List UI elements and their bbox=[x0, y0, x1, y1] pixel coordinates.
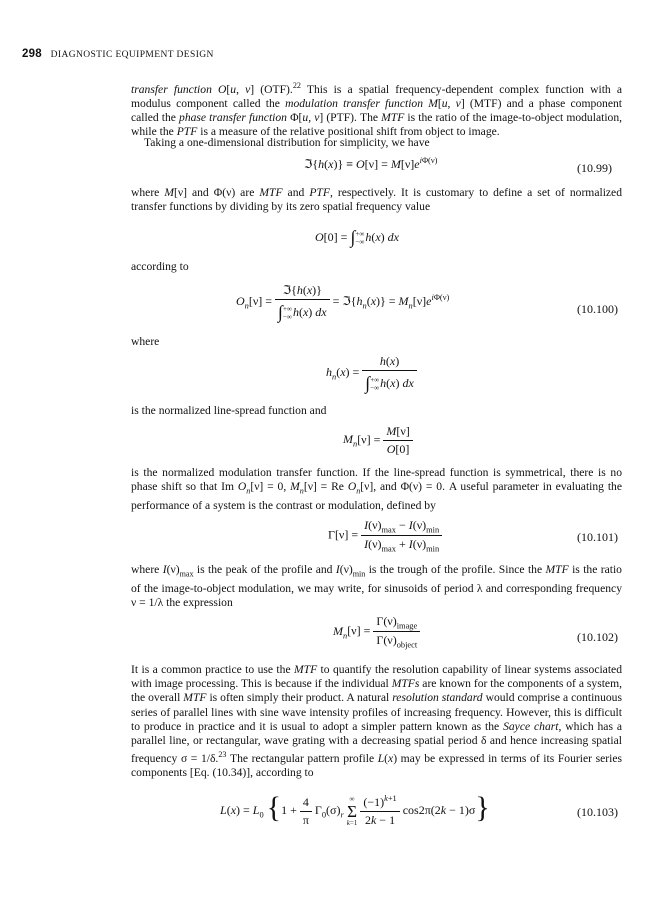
paragraph-where-i: where $I(\nu)_{max}$ is the peak of the profile and $I(\nu)_{min}$ is the trough of the profile. Since the MTF is the ratio of the image-to-object modulation, we may write, for sinusoids of period λ and corresponding frequency ν = 1/λ the expression bbox=[131, 563, 622, 609]
paragraph-otf: transfer function O[u, v] (OTF).$^{22}$ This is a spatial frequency-dependent complex function with a modulus component called the modulation transfer function M[u, v] (MTF) and a phase component called the phase transfer function Φ[u, v] (PTF). The MTF is the ratio of the image-to-object modulation, while the PTF is a measure of the relative positional shift from object to image. bbox=[131, 81, 623, 139]
paragraph-sayce: It is a common practice to use the MTF to quantify the resolution capability of linear systems associated with image processing. This is because if the individual MTFs are known for the components of a system, the overall MTF is often simply their product. A natural resolution standard would comprise a continuous series of parallel lines with sine wave intensity profiles of increasing frequency. However, this is difficult to produce in practice and it is usual to adopt a simpler pattern known as the Sayce chart, which has a parallel line, or rectangular, wave grating with a decreasing spatial period δ and hence increasing spatial frequency σ = 1/δ.$^{23}$ The rectangular pattern profile L(x) may be expressed in terms of its Fourier series components [Eq. (10.34)], according to bbox=[131, 663, 623, 780]
running-header bbox=[22, 48, 214, 60]
paragraph-where-m: where M[ν] and Φ(ν) are MTF and PTF, respectively. It is customary to define a set of normalized transfer functions by dividing by its zero spatial frequency value bbox=[131, 186, 623, 214]
equation-10-102: $M_n[\nu]$ = $\frac{\Gamma(\nu)_{image}}{\Gamma(\nu)_{object}}$ bbox=[333, 614, 420, 650]
equation-10-103: $L(x) = L_0$ {1 + $\frac{4}{\pi}$ $\Gamma_0(\sigma)_r$ ∞ Σ k=1 $\frac{(-1)^{k+1}}{2k - 1}$ cos2π(2k − 1)σ} bbox=[220, 791, 490, 828]
equation-number-10-103: (10.103) bbox=[577, 805, 618, 819]
chapter-title: DIAGNOSTIC EQUIPMENT DESIGN bbox=[50, 50, 214, 60]
equation-number-10-99: (10.99) bbox=[577, 161, 612, 175]
equation-number-10-102: (10.102) bbox=[577, 630, 618, 644]
equation-mn: $M_n[\nu]$ = $\frac{M[\nu]}{O[0]}$ bbox=[343, 424, 413, 457]
equation-number-10-100: (10.100) bbox=[577, 302, 618, 316]
paragraph-according: according to bbox=[131, 260, 189, 273]
equation-hn: $h_n(x)$ = h(x) ∫+∞ −∞h(x) dx bbox=[326, 354, 417, 392]
equation-10-100: $O_n[\nu]$ = ℑ{h(x)} ∫+∞ −∞h(x) dx = $ℑ\{h_n(x)\} = M_n[\nu]e^{i\Phi(\nu)}$ bbox=[236, 283, 450, 322]
paragraph-normalized-lsf: is the normalized line-spread function and bbox=[131, 404, 327, 417]
paragraph-normalized-mtf: is the normalized modulation transfer function. If the line-spread function is symmetrical, there is no phase shift so that Im $O_n[\nu] = 0$, $M_n[\nu] = Re$ $O_n[\nu]$, and Φ(ν) = 0. A useful parameter in evaluating the performance of a system is the contrast or modulation, defined by bbox=[131, 466, 622, 512]
equation-10-101: Γ[ν] = $\frac{I(\nu)_{max} - I(\nu)_{min}}{I(\nu)_{max} + I(\nu)_{min}}$ bbox=[328, 518, 442, 554]
page-number: 298 bbox=[22, 48, 42, 60]
equation-10-99: ℑ{h(x)} ≡ $O[\nu] = M[\nu]e^{i\Phi(\nu)}$ bbox=[304, 156, 438, 171]
paragraph-taking: Taking a one-dimensional distribution for simplicity, we have bbox=[144, 136, 430, 149]
equation-number-10-101: (10.101) bbox=[577, 530, 618, 544]
equation-o-zero: O[0] = ∫+∞ −∞h(x) dx bbox=[315, 227, 399, 247]
paragraph-where: where bbox=[131, 335, 160, 348]
